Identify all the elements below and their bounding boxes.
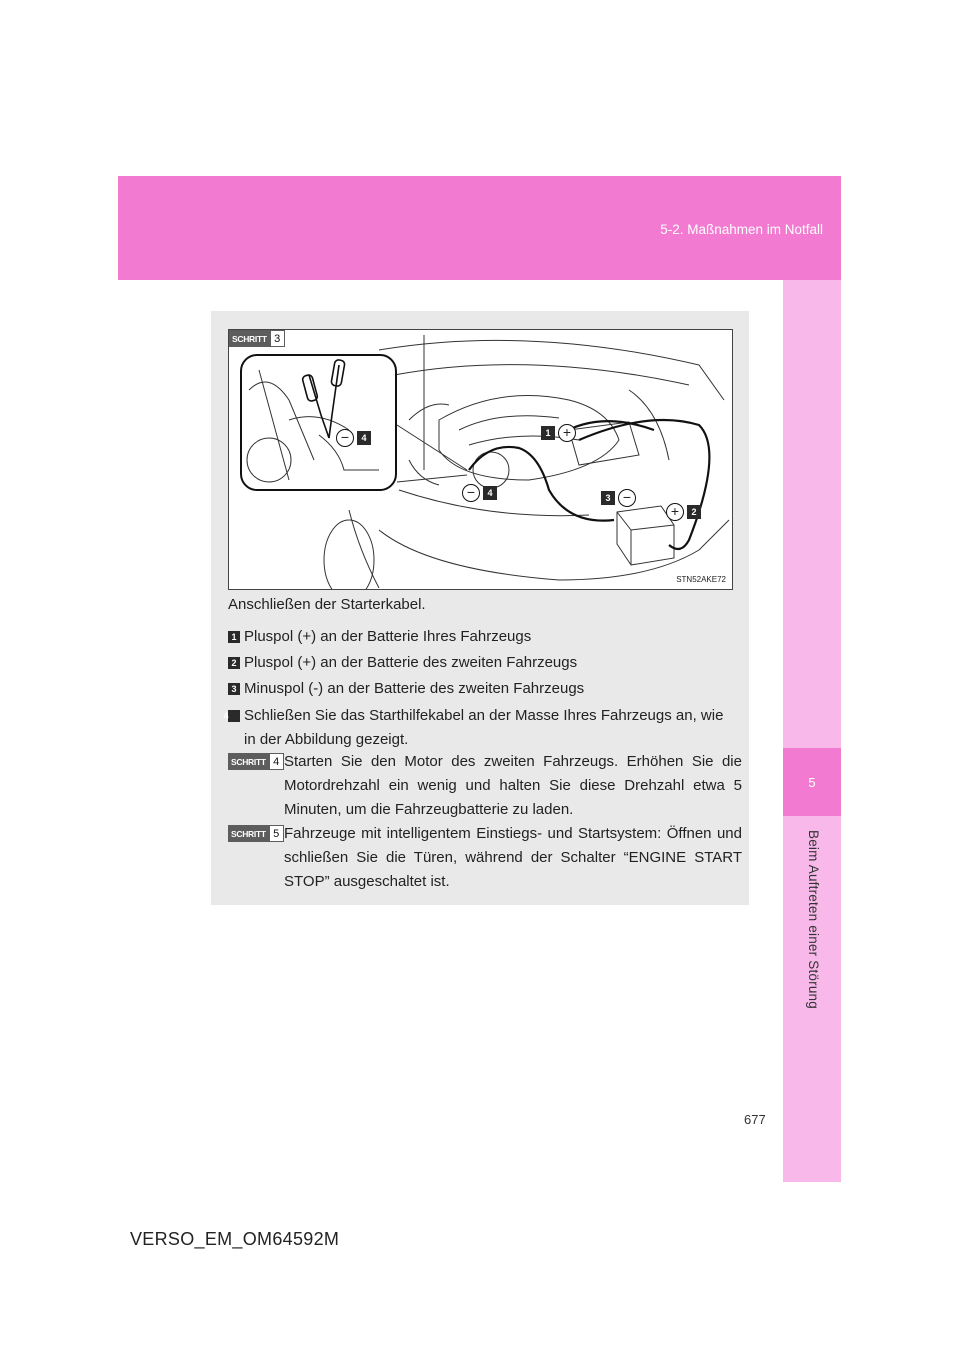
callout-2 <box>666 503 701 521</box>
item-number-icon: 4 <box>228 710 240 722</box>
callout-3 <box>601 489 636 507</box>
header-band <box>118 176 841 280</box>
minus-icon: − <box>618 489 636 507</box>
chapter-title: Beim Auftreten einer Störung <box>806 830 821 1009</box>
item-number-icon: 3 <box>228 683 240 695</box>
callout-number: 2 <box>687 505 701 519</box>
chapter-side-tab <box>783 280 841 1182</box>
step-badge-number: 3 <box>270 330 285 347</box>
step-badge-number: 5 <box>269 825 284 842</box>
engine-bay-drawing <box>229 330 732 589</box>
item-text: Minuspol (-) an der Batterie des zweiten Fahrzeugs <box>244 680 585 697</box>
image-code: STN52AKE72 <box>676 575 726 584</box>
step-badge-label: SCHRITT <box>228 825 269 842</box>
callout-4-inset <box>336 429 371 447</box>
callout-number: 3 <box>601 491 615 505</box>
step-text: Fahrzeuge mit intelligentem Einstiegs- und Startsystem: Öffnen und schließen Sie die Türen, während der Schalter “ENGINE START STOP” ausgeschaltet ist. <box>284 825 742 890</box>
document-code: VERSO_EM_OM64592M <box>130 1229 340 1249</box>
minus-icon: − <box>462 484 480 502</box>
plus-icon: + <box>558 424 576 442</box>
chapter-number: 5 <box>783 748 841 816</box>
item-text: Pluspol (+) an der Batterie Ihres Fahrzeugs <box>244 628 532 645</box>
plus-icon: + <box>666 503 684 521</box>
list-item <box>228 678 733 700</box>
step-badge-label: SCHRITT <box>228 753 269 770</box>
figure-caption: Anschließen der Starterkabel. <box>228 596 426 613</box>
callout-number: 4 <box>357 431 371 445</box>
item-number-icon: 1 <box>228 631 240 643</box>
step-badge-number: 4 <box>269 753 284 770</box>
callout-number: 4 <box>483 486 497 500</box>
step-badge-label: SCHRITT <box>229 330 270 347</box>
section-title: 5-2. Maßnahmen im Notfall <box>660 222 823 237</box>
list-item <box>223 704 733 752</box>
list-item <box>228 626 733 648</box>
page-number: 677 <box>744 1112 766 1127</box>
callout-1 <box>541 424 576 442</box>
item-text: Pluspol (+) an der Batterie des zweiten Fahrzeugs <box>244 654 578 671</box>
step-text: Starten Sie den Motor des zweiten Fahrzeugs. Erhöhen Sie die Motordrehzahl ein wenig und halten Sie diese Drehzahl etwa 5 Minuten, um die Fahrzeugbatterie zu laden. <box>284 753 742 818</box>
minus-icon: − <box>336 429 354 447</box>
item-text: Schließen Sie das Starthilfekabel an der Masse Ihres Fahrzeugs an, wie in der Abbildung gezeigt. <box>244 707 724 748</box>
list-item <box>228 652 733 674</box>
step-badge-4 <box>228 753 284 770</box>
item-number-icon: 2 <box>228 657 240 669</box>
callout-4-engine <box>462 484 497 502</box>
jump-start-illustration <box>228 329 733 590</box>
callout-number: 1 <box>541 426 555 440</box>
step-badge-5 <box>228 825 284 842</box>
